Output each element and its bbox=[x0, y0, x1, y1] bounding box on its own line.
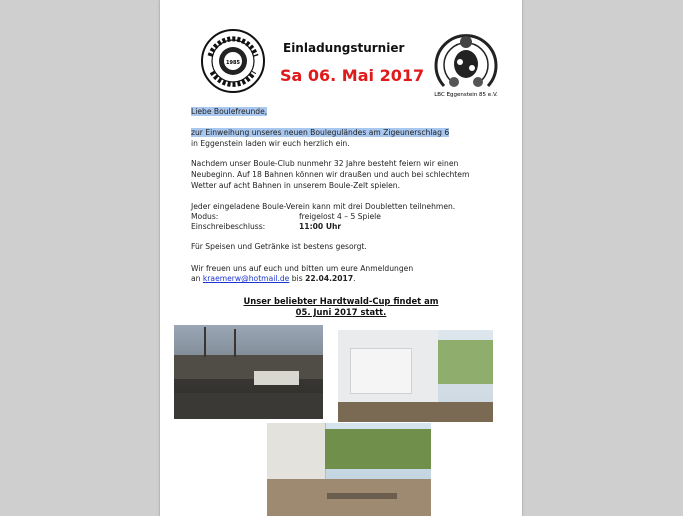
modus-label: Modus: bbox=[191, 212, 219, 221]
lbc-eggenstein-logo bbox=[430, 24, 502, 100]
closing-line-2: an kraemerw@hotmail.de bis 22.04.2017. bbox=[191, 274, 356, 283]
closing-line-1: Wir freuen uns auf euch und bitten um eure Anmeldungen bbox=[191, 264, 414, 273]
cup-line-1: Unser beliebter Hardtwald-Cup findet am bbox=[243, 296, 439, 306]
einschreib-value: 11:00 Uhr bbox=[299, 222, 342, 231]
cup-line-2: 05. Juni 2017 statt. bbox=[295, 307, 387, 317]
food-text: Für Speisen und Getränke ist bestens gesorgt. bbox=[191, 242, 367, 251]
intro-line-2: in Eggenstein laden wir euch herzlich ein. bbox=[191, 139, 350, 148]
modus-value: freigelost 4 – 5 Spiele bbox=[299, 212, 381, 221]
greeting-text: Liebe Boulefreunde, bbox=[191, 107, 268, 116]
email-link[interactable]: kraemerw@hotmail.de bbox=[202, 274, 290, 283]
para2-line-1: Nachdem unser Boule-Club nunmehr 32 Jahre besteht feiern wir einen bbox=[191, 159, 459, 168]
deadline-date: 22.04.2017 bbox=[305, 274, 354, 283]
para2-line-2: Neubeginn. Auf 18 Bahnen können wir draußen und auch bei schlechtem bbox=[191, 170, 470, 179]
svg-text:1985: 1985 bbox=[226, 60, 240, 66]
para3-text: Jeder eingeladene Boule-Verein kann mit drei Doubletten teilnehmen. bbox=[191, 202, 456, 211]
invitation-title: Einladungsturnier bbox=[283, 41, 405, 55]
einschreib-label: Einschreibeschluss: bbox=[191, 222, 266, 231]
para2-line-3: Wetter auf acht Bahnen in unserem Boule-Zelt spielen. bbox=[191, 181, 401, 190]
svg-text:LBC Eggenstein 85 e.V.: LBC Eggenstein 85 e.V. bbox=[434, 92, 498, 98]
intro-line-1: zur Einweihung unseres neuen Bouleguländes am Zigeunerschlag 6 bbox=[191, 128, 450, 137]
clubhouse-photo-daylight bbox=[338, 330, 493, 422]
clubhouse-photo-evening bbox=[174, 325, 323, 419]
document-page bbox=[160, 0, 522, 516]
boule-court-photo bbox=[267, 423, 431, 516]
boule-club-logo bbox=[200, 28, 266, 94]
event-date: Sa 06. Mai 2017 bbox=[280, 66, 425, 85]
cup-announcement bbox=[160, 296, 522, 318]
